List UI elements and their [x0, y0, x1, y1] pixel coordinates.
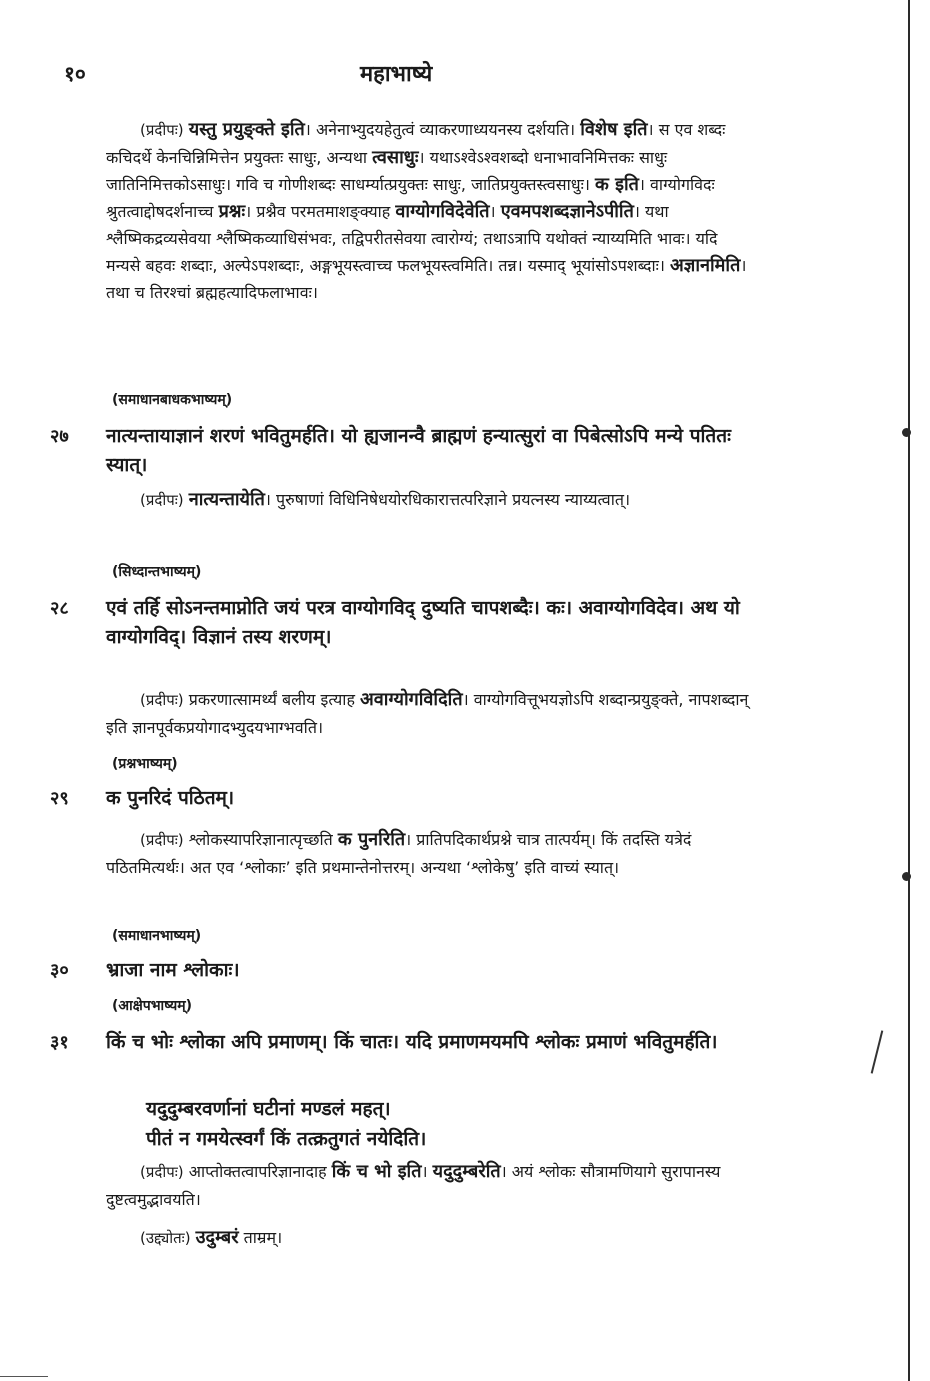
lemma: एवमपशब्दज्ञानेऽपीति: [500, 201, 634, 222]
commentary-text: । प्रातिपदिकार्थप्रश्ने चात्र तात्पर्यम्। किं तदस्ति यत्रेदं पठितमित्यर्थः। अत एव ‘श्लोकाः’ इति प्रथमान्तेनोत्तरम्। अन्यथा ‘श्लोकेषु’ इति वाच्यं स्यात्।: [106, 830, 692, 877]
sutra-number: २७: [50, 426, 69, 447]
commentary-text: । वाग्योगवित्तूभयज्ञोऽपि शब्दान्प्रयुङ्क्ते, नापशब्दान् इति ज्ञानपूर्वकप्रयोगादभ्युदयभाग्भवति।: [106, 690, 749, 737]
commentary-text: । अयं श्लोकः सौत्रामणियागे सुरापानस्य दुष्टत्वमुद्भावयति।: [106, 1162, 721, 1209]
lemma: यस्तु प्रयुङ्क्ते इति: [188, 119, 305, 140]
sutra-number: ३०: [50, 960, 69, 981]
lemma: क पुनरिति: [337, 829, 406, 850]
section-heading: (प्रश्नभाष्यम्): [112, 756, 178, 772]
commentary-tag: (प्रदीपः): [140, 831, 184, 849]
section-heading: (सिध्दान्तभाष्यम्): [112, 564, 202, 580]
scan-edge-mark: [902, 872, 911, 881]
commentary-text: । पुरुषाणां विधिनिषेधयोरधिकारात्तत्परिज्ञाने प्रयत्नस्य न्याय्यत्वात्।: [264, 490, 631, 509]
bhashya-text-31: किं च भोः श्लोका अपि प्रमाणम्। किं चातः। यदि प्रमाणमयमपि श्लोकः प्रमाणं भवितुमर्हति।: [106, 1031, 718, 1053]
commentary-text: ताम्रम्।: [243, 1228, 283, 1247]
commentary-text: । यथाऽश्वेऽश्वशब्दो धनाभावनिमित्तकः साधुः जातिनिमित्तकोऽसाधुः। गवि च गोणीशब्दः साधर्म्यात्प्रयुक्तः साधुः, जातिप्रयुक्तस्त्वसाधुः।: [106, 148, 668, 194]
lemma: यदुदुम्बरेति: [432, 1161, 501, 1182]
lemma: नात्यन्तायेति: [188, 489, 265, 510]
section-heading: (समाधानबाधकभाष्यम्): [112, 392, 233, 408]
commentary-tag: (उद्द्योतः): [140, 1229, 191, 1247]
sutra-number: २८: [50, 598, 69, 619]
commentary-text: । वाग्योगविदः श्रुतत्वाद्दोषदर्शनाच्च: [106, 175, 715, 221]
commentary-tag: (प्रदीपः): [140, 1163, 184, 1181]
verse-line-1: यदुदुम्बरवर्णानां घटीनां मण्डलं महत्।: [146, 1098, 391, 1120]
page-number: १०: [64, 62, 86, 86]
lemma: अवाग्योगविदिति: [360, 689, 463, 710]
commentary-text: ।: [421, 1162, 428, 1181]
pencil-mark: [871, 1030, 884, 1073]
bhashya-text-27: नात्यन्तायाज्ञानं शरणं भवितुमर्हति। यो ह्यजानन्वै ब्राह्मणं हन्यात्सुरां वा पिबेत्सोऽपि मन्ये पतितः स्यात्।: [106, 425, 731, 476]
commentary-text: । प्रश्नैव परमतमाशङ्क्याह: [245, 202, 391, 221]
lemma: किं च भो इति: [331, 1161, 422, 1182]
sutra-number: ३१: [50, 1032, 69, 1053]
commentary-text: आप्तोक्तत्वापरिज्ञानादाह: [188, 1162, 327, 1181]
commentary-tag: (प्रदीपः): [140, 491, 184, 509]
sutra-number: २९: [50, 788, 69, 809]
scan-bottom-line: [0, 1376, 48, 1377]
commentary-paragraph-4: [106, 826, 752, 881]
commentary-text: प्रकरणात्सामर्थ्यं बलीय इत्याह: [188, 690, 355, 709]
commentary-paragraph-6: [106, 1224, 752, 1252]
bhashya-text-30: भ्राजा नाम श्लोकाः।: [106, 959, 240, 981]
bhashya-text-29: क पुनरिदं पठितम्।: [106, 787, 235, 809]
commentary-text: । अनेनाभ्युदयहेतुत्वं व्याकरणाध्ययनस्य दर्शयति।: [304, 120, 576, 139]
bhashya-text-28: एवं तर्हि सोऽनन्तमाप्नोति जयं परत्र वाग्योगविद् दुष्यति चापशब्दैः। कः। अवाग्योगविदेव। अथ यो वाग्योगविद्। विज्ञानं तस्य शरणम्।: [106, 597, 740, 648]
commentary-text: । स एव शब्दः कचिदर्थे केनचिन्निमित्तेन प्रयुक्तः साधुः, अन्यथा: [106, 120, 726, 167]
scan-edge-line: [908, 0, 910, 1381]
lemma: प्रश्नः: [218, 201, 246, 222]
commentary-tag: (प्रदीपः): [140, 121, 184, 139]
scan-edge-mark: [902, 428, 911, 437]
lemma: अज्ञानमिति: [670, 255, 741, 276]
commentary-paragraph-2: [106, 486, 752, 514]
verse-line-2: पीतं न गमयेत्स्वर्गं किं तत्क्रतुगतं नयेदिति।: [146, 1128, 427, 1150]
lemma: वाग्योगविदेवेति: [395, 201, 490, 222]
commentary-text: श्लोकस्यापरिज्ञानात्पृच्छति: [188, 830, 333, 849]
commentary-tag: (प्रदीपः): [140, 691, 184, 709]
lemma: त्वसाधुः: [372, 147, 419, 168]
lemma: उदुम्बरं: [195, 1227, 239, 1248]
commentary-paragraph-5: [106, 1158, 752, 1213]
running-title: महाभाष्ये: [360, 62, 433, 87]
lemma: विशेष इति: [580, 119, 648, 140]
section-heading: (समाधानभाष्यम्): [112, 928, 202, 944]
section-heading: (आक्षेपभाष्यम्): [112, 998, 193, 1014]
commentary-text: ।: [489, 202, 496, 221]
commentary-text: । यथा श्लैष्मिकद्रव्यसेवया श्लैष्मिकव्याधिसंभवः, तद्विपरीतसेवया त्वारोग्यं; तथाऽत्रापि यथोक्तं न्याय्यमिति भावः। यदि मन्यसे बहवः शब्दाः, अल्पेऽपशब्दाः, अङ्गभूयस्त्वाच्च फलभूयस्त्वमिति। तन्न। यस्माद् भूयांसोऽपशब्दाः।: [106, 202, 718, 275]
commentary-paragraph-3: [106, 686, 752, 741]
lemma: क इति: [595, 174, 639, 195]
commentary-text: । तथा च तिरश्चां ब्रह्महत्यादिफलाभावः।: [106, 256, 747, 302]
commentary-paragraph-1: [106, 116, 752, 306]
